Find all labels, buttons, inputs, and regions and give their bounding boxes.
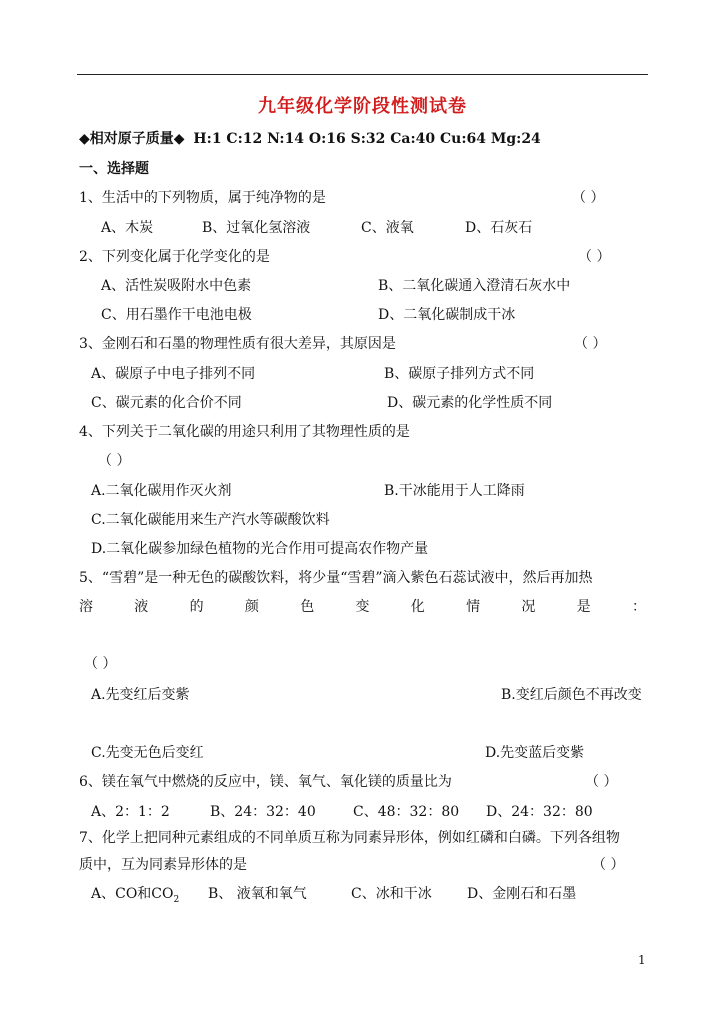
question-4-stem: 4、下列关于二氧化碳的用途只利用了其物理性质的是 [79, 424, 410, 440]
question-5-option-a: A.先变红后变紫 [91, 687, 190, 703]
q5-char: 液 [134, 599, 149, 615]
question-6-option-a: A、2：1：2 [91, 804, 170, 820]
q5-char: 是 [576, 599, 591, 615]
question-6-stem: 6、镁在氧气中燃烧的反应中，镁、氧气、氧化镁的质量比为 [79, 774, 452, 790]
question-7-option-a [91, 885, 179, 909]
section-heading: 一、选择题 [79, 161, 149, 177]
q5-char: 颜 [244, 599, 259, 615]
question-2-answer-blank: （ ） [578, 249, 611, 265]
question-5-option-b: B.变红后颜色不再改变 [501, 687, 642, 703]
question-3-answer-blank: （ ） [574, 336, 607, 352]
question-7-option-c: C、冰和干冰 [351, 886, 432, 902]
question-3-option-b: B、碳原子排列方式不同 [384, 366, 535, 382]
question-3-option-c: C、碳元素的化合价不同 [91, 395, 242, 411]
question-7-stem: 7、化学上把同种元素组成的不同单质互称为同素异形体，例如红磷和白磷。下列各组物 [79, 830, 620, 846]
question-7-stem-continued: 质中，互为同素异形体的是 [79, 857, 247, 873]
question-6-option-c: C、48：32：80 [353, 804, 460, 820]
question-7-option-d: D、金刚石和石墨 [467, 886, 577, 902]
question-6-option-b: B、24：32：40 [210, 804, 316, 820]
question-3-stem: 3、金刚石和石墨的物理性质有很大差异，其原因是 [79, 336, 396, 352]
atomic-mass-label: ◆相对原子质量◆ [79, 131, 185, 147]
q5-char: 情 [466, 599, 481, 615]
page-number: 1 [638, 953, 646, 967]
header-rule [77, 74, 648, 75]
question-4-option-c: C.二氧化碳能用来生产汽水等碳酸饮料 [91, 512, 330, 528]
question-1-stem: 1、生活中的下列物质，属于纯净物的是 [79, 190, 326, 206]
question-4-option-b: B.干冰能用于人工降雨 [384, 483, 525, 499]
question-3-option-d: D、碳元素的化学性质不同 [387, 395, 553, 411]
question-4-option-d: D.二氧化碳参加绿色植物的光合作用可提高农作物产量 [91, 541, 429, 557]
question-6-answer-blank: （ ） [585, 774, 618, 790]
question-5-option-c: C.先变无色后变红 [91, 745, 204, 761]
question-5-stem-continued [79, 598, 646, 616]
question-7-option-b: B、 液氧和氧气 [208, 886, 307, 902]
question-5-option-d: D.先变蓝后变紫 [485, 745, 585, 761]
question-1-option-b: B、过氧化氢溶液 [202, 220, 311, 236]
question-5-stem: 5、“雪碧”是一种无色的碳酸饮料，将少量“雪碧”滴入紫色石蕊试液中，然后再加热 [79, 570, 593, 586]
q5-char: ： [631, 599, 646, 615]
q5-char: 的 [189, 599, 204, 615]
question-5-answer-blank: （ ） [84, 656, 117, 672]
question-2-option-c: C、用石墨作干电池电极 [101, 307, 252, 323]
page-title: 九年级化学阶段性测试卷 [258, 96, 467, 117]
question-1-option-a: A、木炭 [101, 220, 154, 236]
q5-char: 色 [300, 599, 315, 615]
q5-char: 况 [521, 599, 536, 615]
question-1-option-d: D、石灰石 [465, 220, 533, 236]
q5-char: 化 [410, 599, 425, 615]
q5-char: 变 [355, 599, 370, 615]
atomic-mass-values: H:1 C:12 N:14 O:16 S:32 Ca:40 Cu:64 Mg:24 [193, 131, 541, 147]
question-7-answer-blank: （ ） [592, 857, 625, 873]
subscript: 2 [173, 894, 180, 905]
atomic-mass-row [79, 130, 541, 148]
question-6-option-d: D、24：32：80 [486, 804, 593, 820]
question-1-option-c: C、液氧 [361, 220, 414, 236]
question-4-answer-blank: （ ） [98, 453, 131, 469]
question-1-answer-blank: （ ） [572, 190, 605, 206]
q5-char: 溶 [79, 599, 93, 615]
question-3-option-a: A、碳原子中电子排列不同 [91, 366, 256, 382]
question-2-option-a: A、活性炭吸附水中色素 [101, 278, 252, 294]
question-2-option-d: D、二氧化碳制成干冰 [378, 307, 516, 323]
question-7-option-a-text: A、CO和CO [91, 886, 174, 902]
question-4-option-a: A.二氧化碳用作灭火剂 [91, 483, 232, 499]
question-2-stem: 2、下列变化属于化学变化的是 [79, 249, 270, 265]
question-2-option-b: B、二氧化碳通入澄清石灰水中 [378, 278, 571, 294]
